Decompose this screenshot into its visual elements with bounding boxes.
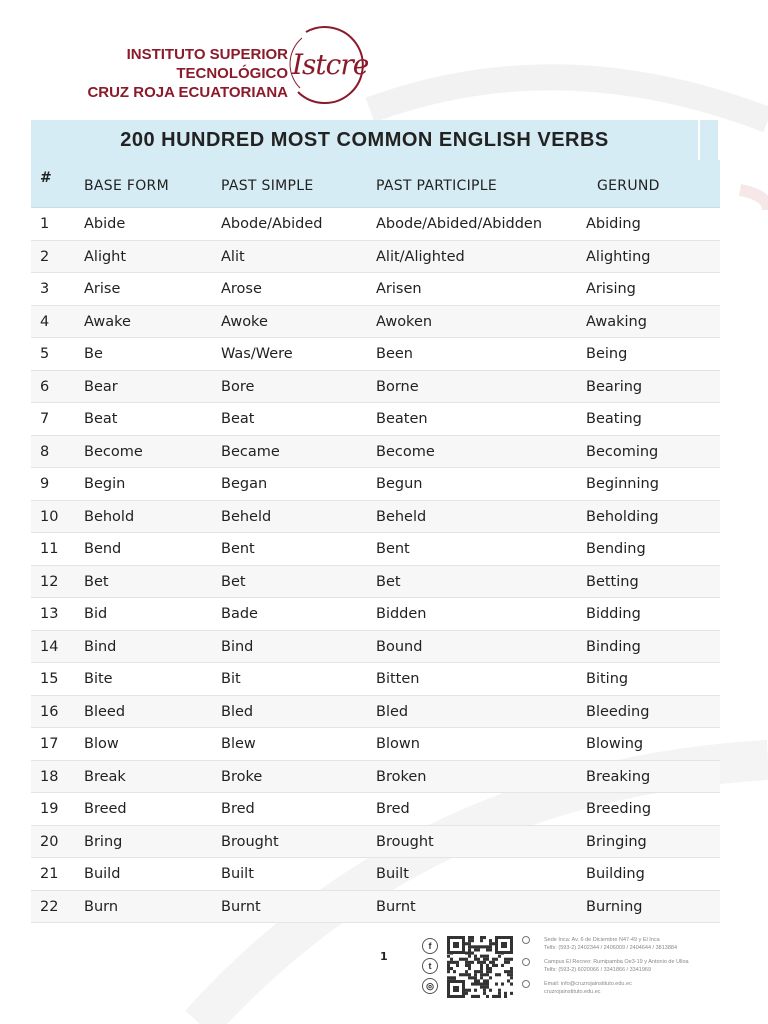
verb-gerund: Blowing — [586, 736, 644, 752]
verb-number: 14 — [40, 638, 59, 655]
verb-past-simple: Burnt — [221, 898, 261, 915]
verb-base-form: Burn — [84, 898, 119, 915]
table-row — [31, 566, 720, 599]
social-icons — [422, 938, 440, 998]
contact-line: Campus El Recreo: Rumipamba Oe3-19 y Antonio de Ulloa — [544, 959, 689, 965]
institution-header — [28, 20, 388, 110]
contact-line: Telfs: (593-2) 6020066 / 3341866 / 3341969 — [544, 967, 652, 973]
verbs-table — [31, 120, 720, 923]
verb-number: 5 — [40, 346, 50, 362]
verb-past-participle: Bred — [376, 801, 410, 817]
verb-gerund: Bending — [586, 541, 646, 557]
verb-gerund: Arising — [586, 281, 636, 297]
table-row — [31, 273, 720, 306]
verb-gerund: Beginning — [586, 476, 659, 492]
verb-past-participle: Bitten — [376, 671, 420, 687]
verb-gerund: Beholding — [586, 508, 659, 525]
verb-past-participle: Been — [376, 346, 413, 362]
verb-gerund: Breaking — [586, 768, 651, 785]
verb-number: 19 — [40, 801, 59, 817]
verb-past-participle: Built — [376, 866, 409, 882]
verb-past-simple: Broke — [221, 768, 263, 785]
qr-code-icon — [447, 936, 513, 998]
page-number: 1 — [380, 950, 388, 963]
verb-past-simple: Awoke — [221, 313, 268, 330]
table-title-row — [31, 120, 720, 160]
verb-number: 10 — [40, 508, 59, 525]
verb-number: 2 — [40, 248, 50, 265]
verb-gerund: Beating — [586, 411, 642, 427]
verb-past-simple: Arose — [221, 281, 262, 297]
column-header-gerund: GERUND — [597, 178, 660, 194]
verb-gerund: Betting — [586, 573, 639, 590]
verb-past-simple: Abode/Abided — [221, 216, 323, 232]
verb-past-simple: Built — [221, 866, 254, 882]
verb-number: 12 — [40, 573, 59, 590]
verb-number: 20 — [40, 833, 59, 850]
verb-gerund: Alighting — [586, 248, 651, 265]
table-row — [31, 533, 720, 566]
verb-base-form: Bind — [84, 638, 117, 655]
table-row — [31, 306, 720, 339]
verb-past-simple: Blew — [221, 736, 256, 752]
verb-number: 11 — [40, 541, 59, 557]
verb-number: 13 — [40, 606, 59, 622]
verb-past-participle: Awoken — [376, 313, 433, 330]
table-row — [31, 728, 720, 761]
contact-sede-inca — [522, 936, 742, 952]
verb-base-form: Bring — [84, 833, 123, 850]
verb-past-participle: Bidden — [376, 606, 427, 622]
verb-past-simple: Bore — [221, 378, 255, 395]
page-footer — [0, 930, 768, 1010]
verb-past-participle: Blown — [376, 736, 420, 752]
twitter-icon[interactable]: t — [422, 958, 438, 974]
verb-gerund: Bringing — [586, 833, 647, 850]
verb-base-form: Awake — [84, 313, 131, 330]
verb-past-participle: Borne — [376, 378, 419, 395]
verb-past-participle: Bet — [376, 573, 401, 590]
verb-past-participle: Begun — [376, 476, 423, 492]
verb-past-simple: Alit — [221, 248, 245, 265]
table-row — [31, 403, 720, 436]
verb-past-simple: Bind — [221, 638, 254, 655]
table-row — [31, 696, 720, 729]
table-row — [31, 761, 720, 794]
table-header-row — [31, 160, 720, 208]
verb-base-form: Breed — [84, 801, 127, 817]
table-row — [31, 891, 720, 924]
column-header-base-form: BASE FORM — [84, 178, 169, 194]
verb-number: 15 — [40, 671, 59, 687]
verb-past-participle: Burnt — [376, 898, 416, 915]
contact-info — [522, 936, 742, 1002]
istcre-logo-text: Istcre — [292, 48, 369, 81]
verb-gerund: Binding — [586, 638, 641, 655]
table-row — [31, 241, 720, 274]
verb-base-form: Bleed — [84, 703, 126, 720]
verb-past-simple: Bet — [221, 573, 246, 590]
table-row — [31, 858, 720, 891]
verb-past-simple: Bade — [221, 606, 258, 622]
verb-past-simple: Bled — [221, 703, 254, 720]
verb-gerund: Bearing — [586, 378, 643, 395]
table-body — [31, 208, 720, 923]
verb-past-participle: Beheld — [376, 508, 427, 525]
verb-base-form: Build — [84, 866, 121, 882]
column-header-past-participle: PAST PARTICIPLE — [376, 178, 498, 194]
verb-past-participle: Bled — [376, 703, 409, 720]
verb-past-simple: Beat — [221, 411, 255, 427]
verb-past-participle: Abode/Abided/Abidden — [376, 216, 543, 232]
verb-base-form: Blow — [84, 736, 119, 752]
verb-gerund: Breeding — [586, 801, 652, 817]
verb-base-form: Alight — [84, 248, 127, 265]
table-row — [31, 371, 720, 404]
verb-gerund: Bleeding — [586, 703, 650, 720]
verb-number: 4 — [40, 313, 50, 330]
verb-base-form: Beat — [84, 411, 118, 427]
verb-number: 6 — [40, 378, 50, 395]
location-pin-icon — [522, 936, 530, 944]
column-header-past-simple: PAST SIMPLE — [221, 178, 314, 194]
email-icon — [522, 980, 530, 988]
table-row — [31, 663, 720, 696]
verb-past-participle: Arisen — [376, 281, 422, 297]
verb-gerund: Biting — [586, 671, 629, 687]
table-row — [31, 338, 720, 371]
institution-name-line2: CRUZ ROJA ECUATORIANA — [87, 84, 288, 101]
verb-number: 16 — [40, 703, 59, 720]
facebook-icon[interactable]: f — [422, 938, 438, 954]
verb-base-form: Bet — [84, 573, 109, 590]
contact-line: Telfs: (593-2) 2402344 / 2406009 / 2404644 / 3813884 — [544, 945, 678, 951]
verb-past-simple: Became — [221, 443, 280, 460]
verb-number: 9 — [40, 476, 50, 492]
verb-base-form: Bear — [84, 378, 118, 395]
verb-number: 18 — [40, 768, 59, 785]
table-row — [31, 468, 720, 501]
verb-past-participle: Beaten — [376, 411, 428, 427]
table-row — [31, 826, 720, 859]
verb-base-form: Begin — [84, 476, 126, 492]
table-row — [31, 208, 720, 241]
verb-base-form: Be — [84, 346, 103, 362]
contact-line: Sede Inca: Av. 6 de Diciembre N47-49 y El Inca — [544, 937, 660, 943]
institution-name-line1: INSTITUTO SUPERIOR TECNOLÓGICO — [126, 46, 288, 82]
verb-gerund: Being — [586, 346, 628, 362]
verb-number: 22 — [40, 898, 59, 915]
table-row — [31, 436, 720, 469]
verb-number: 7 — [40, 411, 50, 427]
contact-website[interactable]: cruzrojainstituto.edu.ec — [544, 989, 601, 995]
verb-number: 8 — [40, 443, 50, 460]
verb-past-simple: Bit — [221, 671, 241, 687]
verb-number: 17 — [40, 736, 59, 752]
verb-base-form: Break — [84, 768, 126, 785]
verb-past-participle: Bent — [376, 541, 410, 557]
table-row — [31, 793, 720, 826]
verb-gerund: Burning — [586, 898, 643, 915]
verb-number: 3 — [40, 281, 50, 297]
location-pin-icon — [522, 958, 530, 966]
title-divider — [698, 120, 700, 160]
verb-gerund: Awaking — [586, 313, 647, 330]
institution-name — [28, 45, 288, 102]
verb-gerund: Building — [586, 866, 645, 882]
verb-base-form: Abide — [84, 216, 126, 232]
verb-past-participle: Broken — [376, 768, 427, 785]
verb-past-simple: Beheld — [221, 508, 272, 525]
verb-past-simple: Brought — [221, 833, 279, 850]
verb-base-form: Become — [84, 443, 143, 460]
verb-past-simple: Was/Were — [221, 346, 293, 362]
table-row — [31, 631, 720, 664]
verb-base-form: Arise — [84, 281, 121, 297]
verb-base-form: Bend — [84, 541, 122, 557]
verb-number: 1 — [40, 216, 50, 232]
table-row — [31, 501, 720, 534]
contact-email — [522, 980, 742, 996]
verb-gerund: Bidding — [586, 606, 641, 622]
verb-past-participle: Brought — [376, 833, 434, 850]
table-title: 200 HUNDRED MOST COMMON ENGLISH VERBS — [120, 129, 609, 151]
contact-campus — [522, 958, 742, 974]
verb-base-form: Bite — [84, 671, 113, 687]
verb-past-simple: Bent — [221, 541, 255, 557]
verb-gerund: Abiding — [586, 216, 641, 232]
verb-past-participle: Bound — [376, 638, 423, 655]
instagram-icon[interactable]: ◎ — [422, 978, 438, 994]
column-header-number: # — [40, 170, 53, 186]
verb-past-participle: Alit/Alighted — [376, 248, 465, 265]
verb-number: 21 — [40, 866, 59, 882]
verb-past-participle: Become — [376, 443, 435, 460]
verb-past-simple: Began — [221, 476, 268, 492]
verb-gerund: Becoming — [586, 443, 659, 460]
verb-base-form: Bid — [84, 606, 108, 622]
verb-past-simple: Bred — [221, 801, 255, 817]
verb-base-form: Behold — [84, 508, 135, 525]
contact-email-text[interactable]: Email: info@cruzrojainstituto.edu.ec — [544, 981, 632, 987]
table-row — [31, 598, 720, 631]
